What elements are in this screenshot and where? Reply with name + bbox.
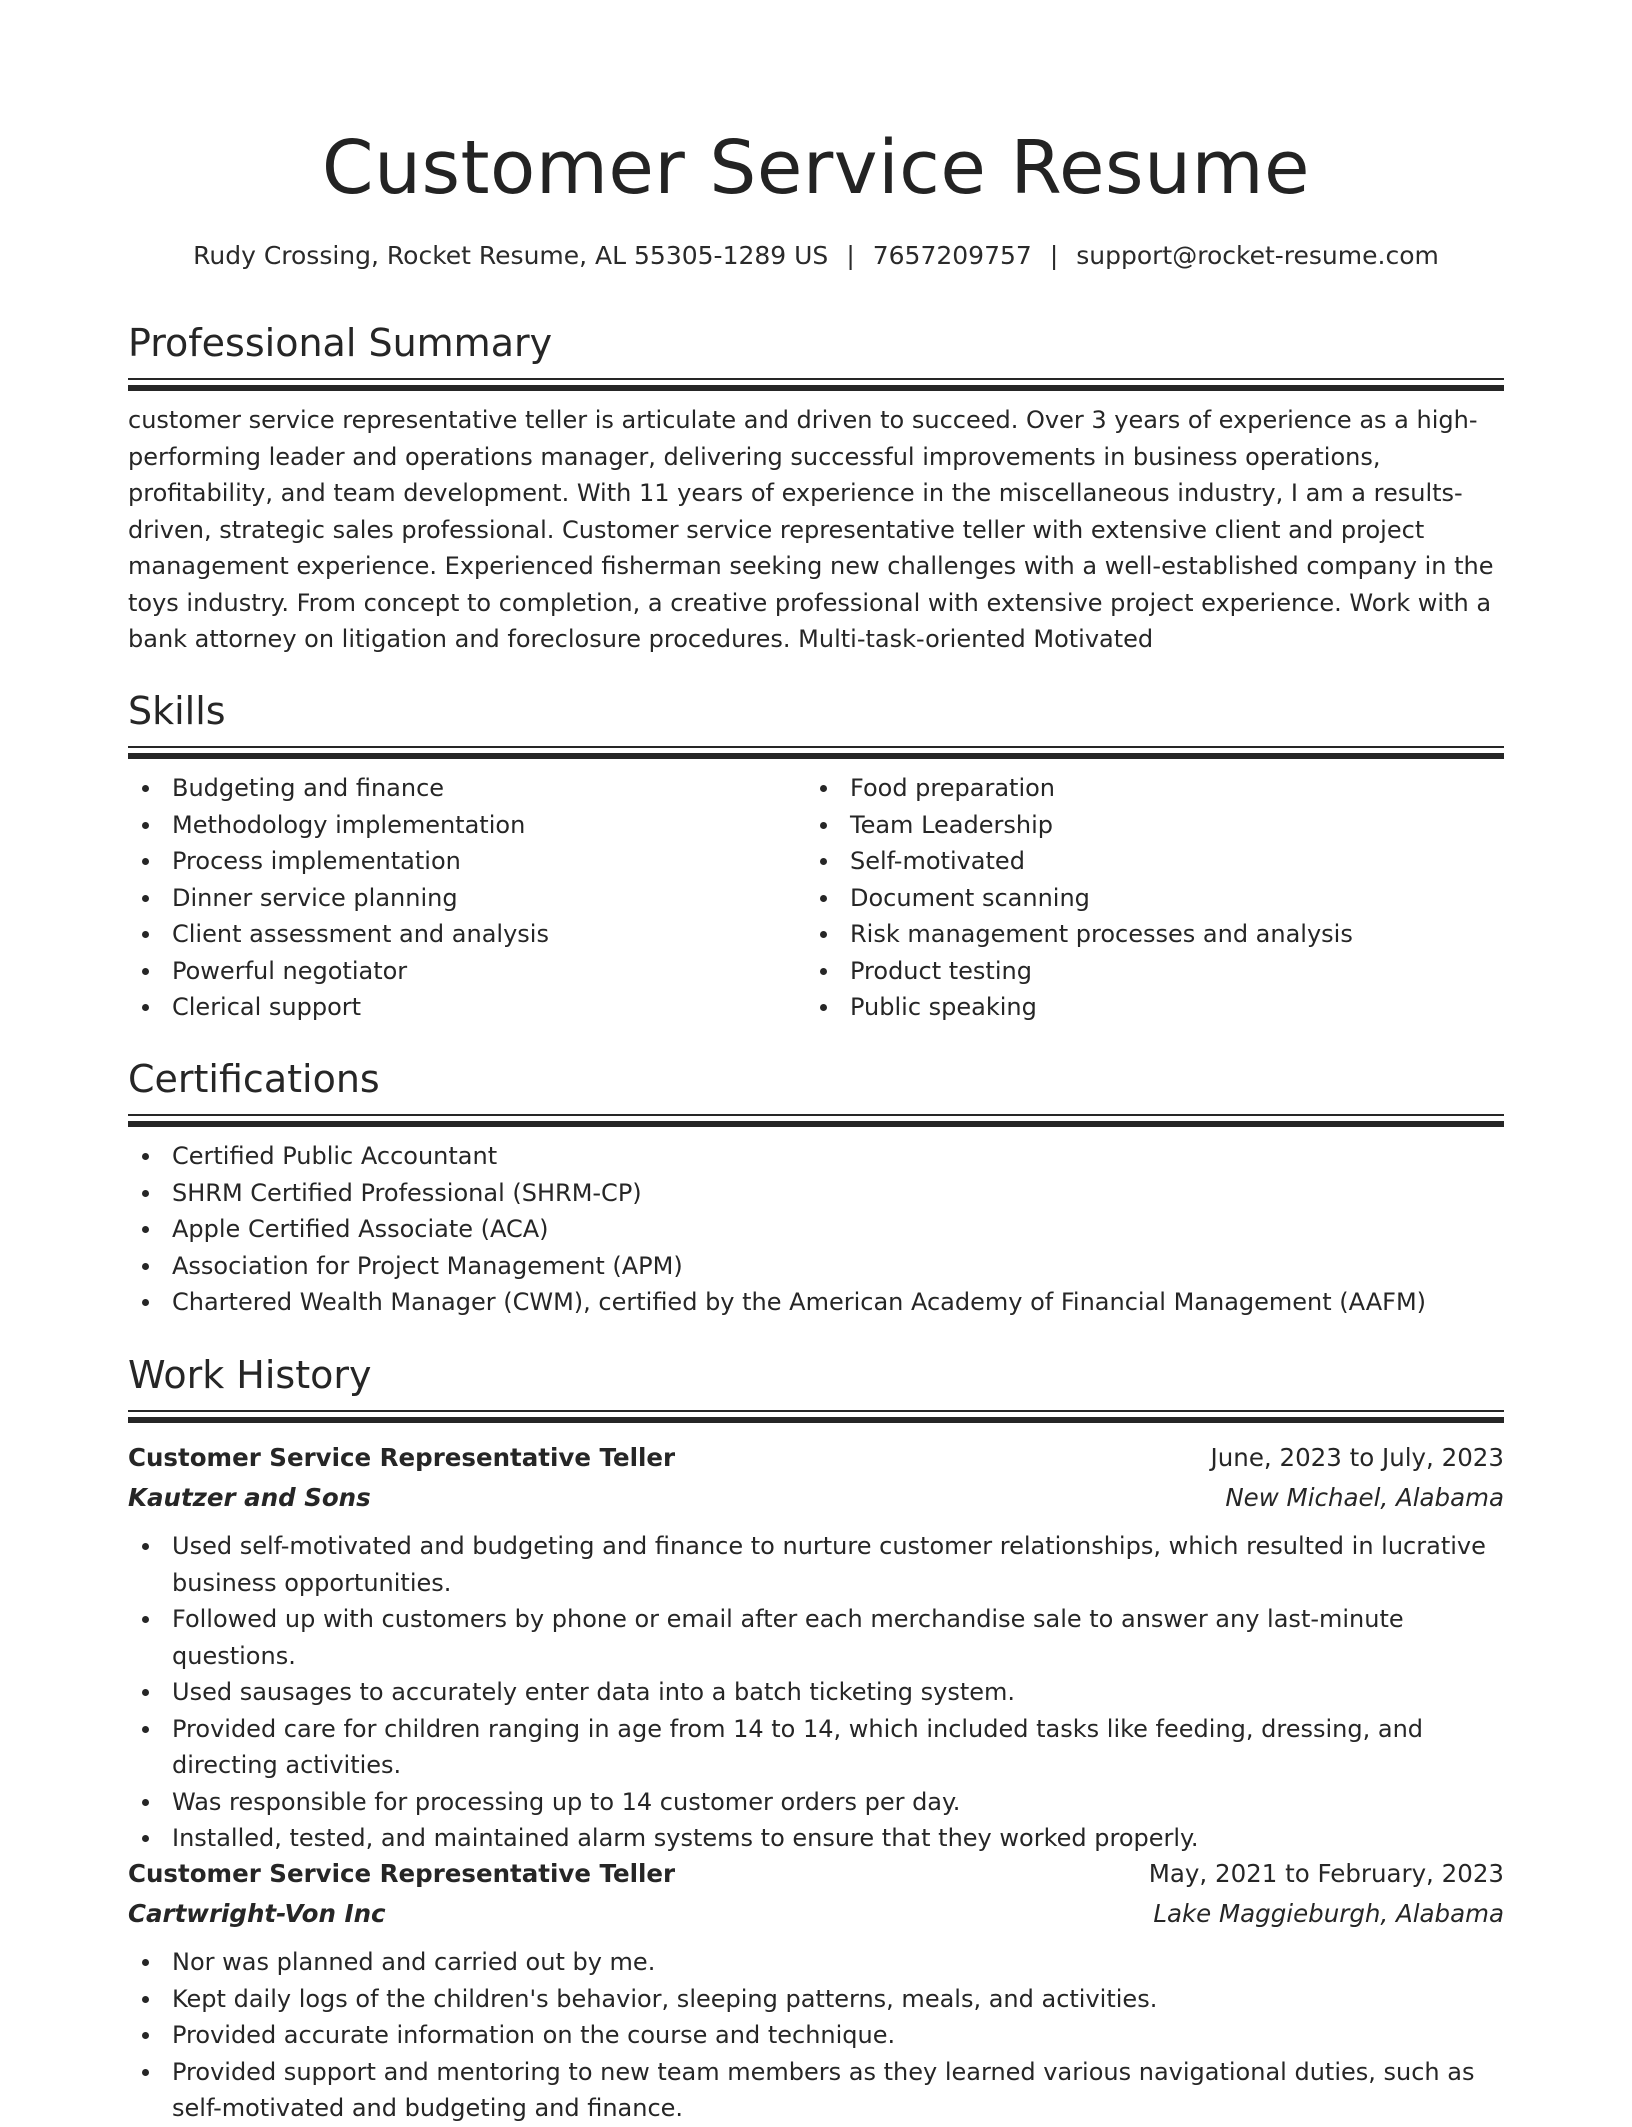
job-title: Customer Service Representative Teller xyxy=(128,1443,676,1472)
skill-item: Powerful negotiator xyxy=(128,953,806,990)
resume-title: Customer Service Resume xyxy=(321,125,1311,211)
job-dates: May, 2021 to February, 2023 xyxy=(1148,1859,1504,1888)
summary-text: customer service representative teller is articulate and driven to succeed. Over 3 years of experience as a high-performing leader and operations manager, delivering successful improvements in business operations, profitability, and team development. With 11 years of experience in the miscellaneous industry, I am a results-driven, strategic sales professional. Customer service representative teller with extensive client and project management experience. Experienced fisherman seeking new challenges with a well-established company in the toys industry. From concept to completion, a creative professional with extensive project experience. Work with a bank attorney on litigation and foreclosure procedures. Multi-task-oriented Motivated xyxy=(128,406,1494,653)
job-subheader xyxy=(128,1894,1504,1934)
job-subheader xyxy=(128,1478,1504,1518)
skill-item: Public speaking xyxy=(806,989,1484,1026)
job-header xyxy=(128,1854,1504,1894)
certification-item: SHRM Certified Professional (SHRM-CP) xyxy=(128,1175,1504,1212)
job-company: Kautzer and Sons xyxy=(128,1483,371,1512)
section-divider xyxy=(128,1410,1504,1424)
job-duty: Installed, tested, and maintained alarm systems to ensure that they worked properly. xyxy=(128,1820,1504,1857)
job-company: Cartwright-Von Inc xyxy=(128,1899,386,1928)
job-duty: Was responsible for processing up to 14 customer orders per day. xyxy=(128,1784,1504,1821)
section-divider xyxy=(128,746,1504,760)
job-duty: Kept daily logs of the children's behavior, sleeping patterns, meals, and activities. xyxy=(128,1981,1504,2018)
job-duty: Nor was planned and carried out by me. xyxy=(128,1944,1504,1981)
skill-item: Food preparation xyxy=(806,770,1484,807)
job-duty: Used self-motivated and budgeting and finance to nurture customer relationships, which resulted in lucrative business opportunities. xyxy=(128,1528,1504,1601)
skill-item: Methodology implementation xyxy=(128,807,806,844)
job-title: Customer Service Representative Teller xyxy=(128,1859,676,1888)
skill-item: Team Leadership xyxy=(806,807,1484,844)
section-divider xyxy=(128,378,1504,392)
summary-section xyxy=(128,318,1504,658)
work-history-heading: Work History xyxy=(128,1353,372,1397)
contact-line xyxy=(128,238,1504,274)
certifications-heading: Certifications xyxy=(128,1057,380,1101)
skill-item: Client assessment and analysis xyxy=(128,916,806,953)
skill-item: Self-motivated xyxy=(806,843,1484,880)
certification-item: Association for Project Management (APM) xyxy=(128,1248,1504,1285)
skills-list-left xyxy=(128,770,806,1026)
job-duty: Followed up with customers by phone or email after each merchandise sale to answer any last-minute questions. xyxy=(128,1601,1504,1674)
skill-item: Dinner service planning xyxy=(128,880,806,917)
skills-section xyxy=(128,686,1504,1026)
work-history-section xyxy=(128,1350,1504,1424)
summary-heading: Professional Summary xyxy=(128,321,553,365)
job-location: Lake Maggieburgh, Alabama xyxy=(1153,1899,1504,1928)
job-duty: Provided support and mentoring to new team members as they learned various navigational duties, such as self-motivated and budgeting and finance. xyxy=(128,2054,1504,2127)
job-header xyxy=(128,1438,1504,1478)
section-divider xyxy=(128,1114,1504,1128)
skills-list-right xyxy=(806,770,1484,1026)
skill-item: Clerical support xyxy=(128,989,806,1026)
skills-heading: Skills xyxy=(128,689,226,733)
contact-separator: | xyxy=(846,241,855,270)
certifications-list xyxy=(128,1138,1504,1321)
job-entry xyxy=(128,1438,1504,1857)
job-location: New Michael, Alabama xyxy=(1225,1483,1504,1512)
contact-phone: 7657209757 xyxy=(872,241,1032,270)
skill-item: Product testing xyxy=(806,953,1484,990)
job-duty: Provided accurate information on the course and technique. xyxy=(128,2017,1504,2054)
contact-separator: | xyxy=(1049,241,1059,270)
certifications-section xyxy=(128,1054,1504,1321)
job-dates: June, 2023 to July, 2023 xyxy=(1210,1443,1504,1472)
job-duty: Used sausages to accurately enter data into a batch ticketing system. xyxy=(128,1674,1504,1711)
skill-item: Document scanning xyxy=(806,880,1484,917)
certification-item: Certified Public Accountant xyxy=(128,1138,1504,1175)
contact-email: support@rocket-resume.com xyxy=(1076,241,1439,270)
contact-address: Rudy Crossing, Rocket Resume, AL 55305-1289 US xyxy=(193,241,829,270)
certification-item: Apple Certified Associate (ACA) xyxy=(128,1211,1504,1248)
job-duties-list xyxy=(128,1528,1504,1857)
skill-item: Risk management processes and analysis xyxy=(806,916,1484,953)
skill-item: Process implementation xyxy=(128,843,806,880)
job-duties-list xyxy=(128,1944,1504,2127)
job-duty: Provided care for children ranging in age from 14 to 14, which included tasks like feeding, dressing, and directing activities. xyxy=(128,1711,1504,1784)
skills-columns xyxy=(128,770,1504,1026)
job-entry xyxy=(128,1854,1504,2127)
skill-item: Budgeting and finance xyxy=(128,770,806,807)
certification-item: Chartered Wealth Manager (CWM), certified by the American Academy of Financial Management (AAFM) xyxy=(128,1284,1504,1321)
